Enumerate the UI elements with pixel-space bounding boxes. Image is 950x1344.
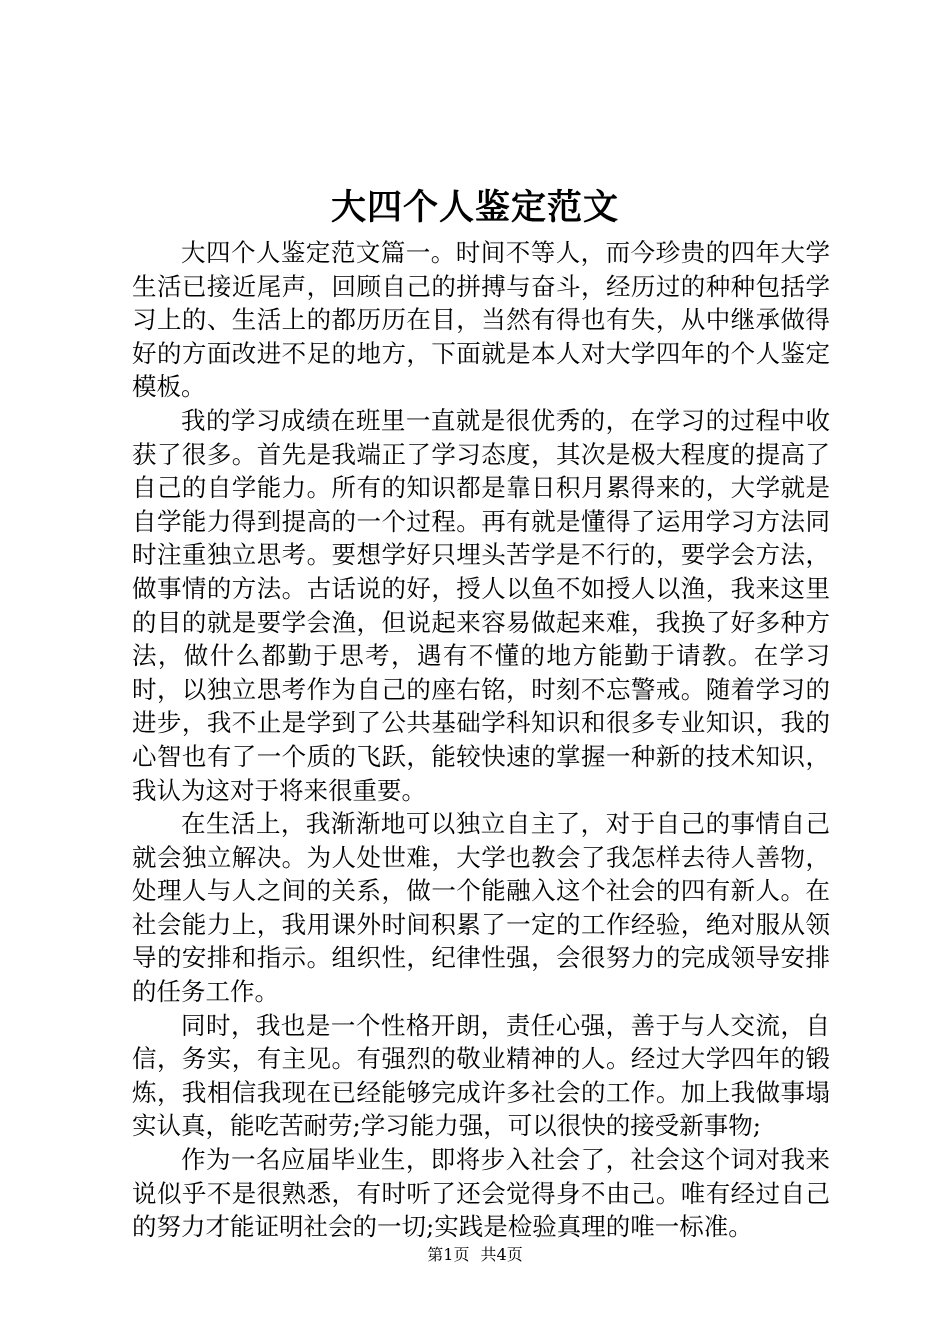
document-body xyxy=(132,236,830,1244)
document-title: 大四个人鉴定范文 xyxy=(330,187,619,228)
paragraph: 作为一名应届毕业生，即将步入社会了，社会这个词对我来说似乎不是很熟悉，有时听了还会觉得身不由己。唯有经过自己的努力才能证明社会的一切;实践是检验真理的唯一标准。 xyxy=(132,1145,830,1242)
paragraph: 在生活上，我渐渐地可以独立自主了，对于自己的事情自己就会独立解决。为人处世难，大学也教会了我怎样去待人善物，处理人与人之间的关系，做一个能融入这个社会的四有新人。在社会能力上，我用课外时间积累了一定的工作经验，绝对服从领导的安排和指示。组织性，纪律性强，会很努力的完成领导安排的任务工作。 xyxy=(132,809,830,1007)
paragraph: 同时，我也是一个性格开朗，责任心强，善于与人交流，自信，务实，有主见。有强烈的敬业精神的人。经过大学四年的锻炼，我相信我现在已经能够完成许多社会的工作。加上我做事塌实认真，能吃苦耐劳;学习能力强，可以很快的接受新事物; xyxy=(132,1010,830,1141)
page-footer xyxy=(0,1244,950,1266)
page-total: 共4页 xyxy=(480,1245,523,1264)
paragraph: 大四个人鉴定范文篇一。时间不等人，而今珍贵的四年大学生活已接近尾声，回顾自己的拼搏与奋斗，经历过的种种包括学习上的、生活上的都历历在目，当然有得也有失，从中继承做得好的方面改进不足的地方，下面就是本人对大学四年的个人鉴定模板。 xyxy=(132,238,830,402)
page-number: 第1页 xyxy=(427,1245,470,1264)
paragraph: 我的学习成绩在班里一直就是很优秀的，在学习的过程中收获了很多。首先是我端正了学习态度，其次是极大程度的提高了自己的自学能力。所有的知识都是靠日积月累得来的，大学就是自学能力得到提高的一个过程。再有就是懂得了运用学习方法同时注重独立思考。要想学好只埋头苦学是不行的，要学会方法，做事情的方法。古话说的好，授人以鱼不如授人以渔，我来这里的目的就是要学会渔，但说起来容易做起来难，我换了好多种方法，做什么都勤于思考，遇有不懂的地方能勤于请教。在学习时，以独立思考作为自己的座右铭，时刻不忘警戒。随着学习的进步，我不止是学到了公共基础学科知识和很多专业知识，我的心智也有了一个质的飞跃，能较快速的掌握一种新的技术知识，我认为这对于将来很重要。 xyxy=(132,405,830,805)
